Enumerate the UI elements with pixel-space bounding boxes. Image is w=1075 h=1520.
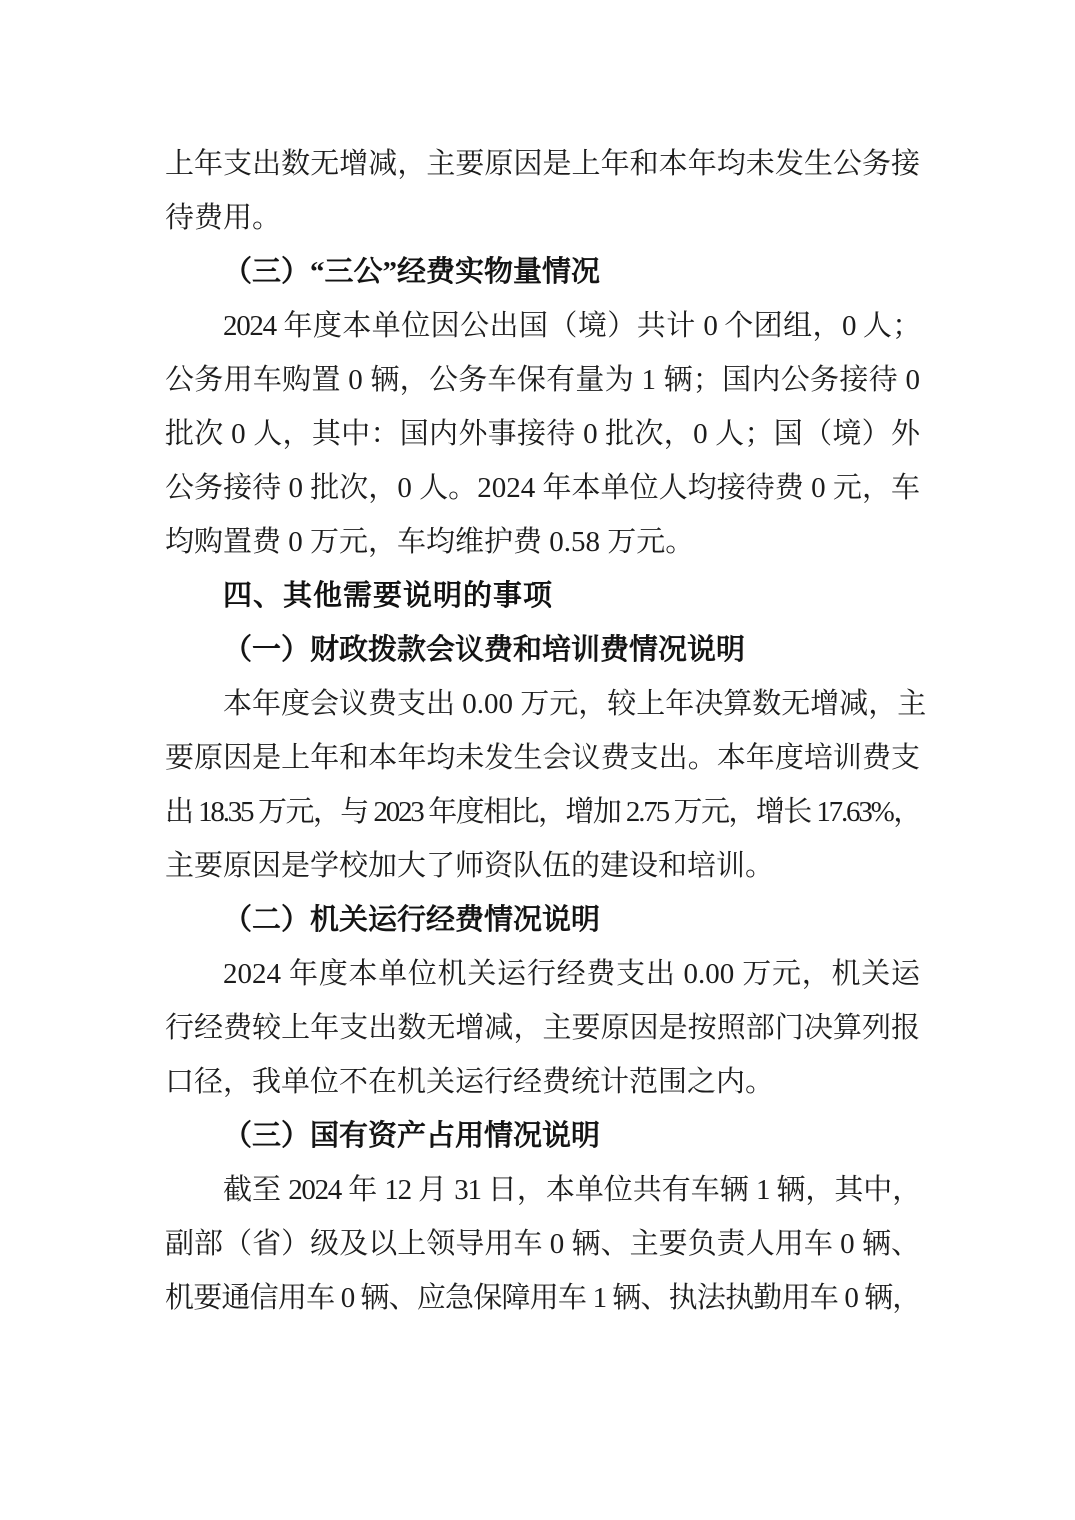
subsection-heading: （三）国有资产占用情况说明 <box>223 1120 601 1152</box>
body-line: 公务接待 0 批次，0 人。2024 年本单位人均接待费 0 元，车 <box>165 472 920 504</box>
body-line: 均购置费 0 万元，车均维护费 0.58 万元。 <box>165 526 695 558</box>
body-line: 公务用车购置 0 辆，公务车保有量为 1 辆；国内公务接待 0 <box>165 364 920 396</box>
document-body <box>165 137 927 1325</box>
body-line: 批次 0 人，其中：国内外事接待 0 批次，0 人；国（境）外 <box>165 418 920 450</box>
body-line: 出 18.35 万元，与 2023 年度相比，增加 2.75 万元，增长 17.63%， <box>165 796 920 828</box>
body-line: 上年支出数无增减，主要原因是上年和本年均未发生公务接 <box>165 148 920 180</box>
body-line: 截至 2024 年 12 月 31 日，本单位共有车辆 1 辆，其中， <box>223 1174 920 1206</box>
body-line: 副部（省）级及以上领导用车 0 辆、主要负责人用车 0 辆、 <box>165 1228 920 1260</box>
body-line: 口径，我单位不在机关运行经费统计范围之内。 <box>165 1066 775 1098</box>
body-line: 行经费较上年支出数无增减，主要原因是按照部门决算列报 <box>165 1012 920 1044</box>
subsection-heading: （三）“三公”经费实物量情况 <box>223 256 601 288</box>
body-line: 本年度会议费支出 0.00 万元，较上年决算数无增减，主 <box>223 688 927 720</box>
body-line: 主要原因是学校加大了师资队伍的建设和培训。 <box>165 850 775 882</box>
body-line: 2024 年度本单位机关运行经费支出 0.00 万元，机关运 <box>223 958 920 990</box>
body-line: 待费用。 <box>165 202 282 234</box>
section-heading: 四、其他需要说明的事项 <box>223 580 554 612</box>
subsection-heading: （一）财政拨款会议费和培训费情况说明 <box>223 634 746 666</box>
subsection-heading: （二）机关运行经费情况说明 <box>223 904 601 936</box>
body-line: 要原因是上年和本年均未发生会议费支出。本年度培训费支 <box>165 742 920 774</box>
body-line: 机要通信用车 0 辆、应急保障用车 1 辆、执法执勤用车 0 辆， <box>165 1282 920 1314</box>
body-line: 2024 年度本单位因公出国（境）共计 0 个团组，0 人； <box>223 310 920 342</box>
